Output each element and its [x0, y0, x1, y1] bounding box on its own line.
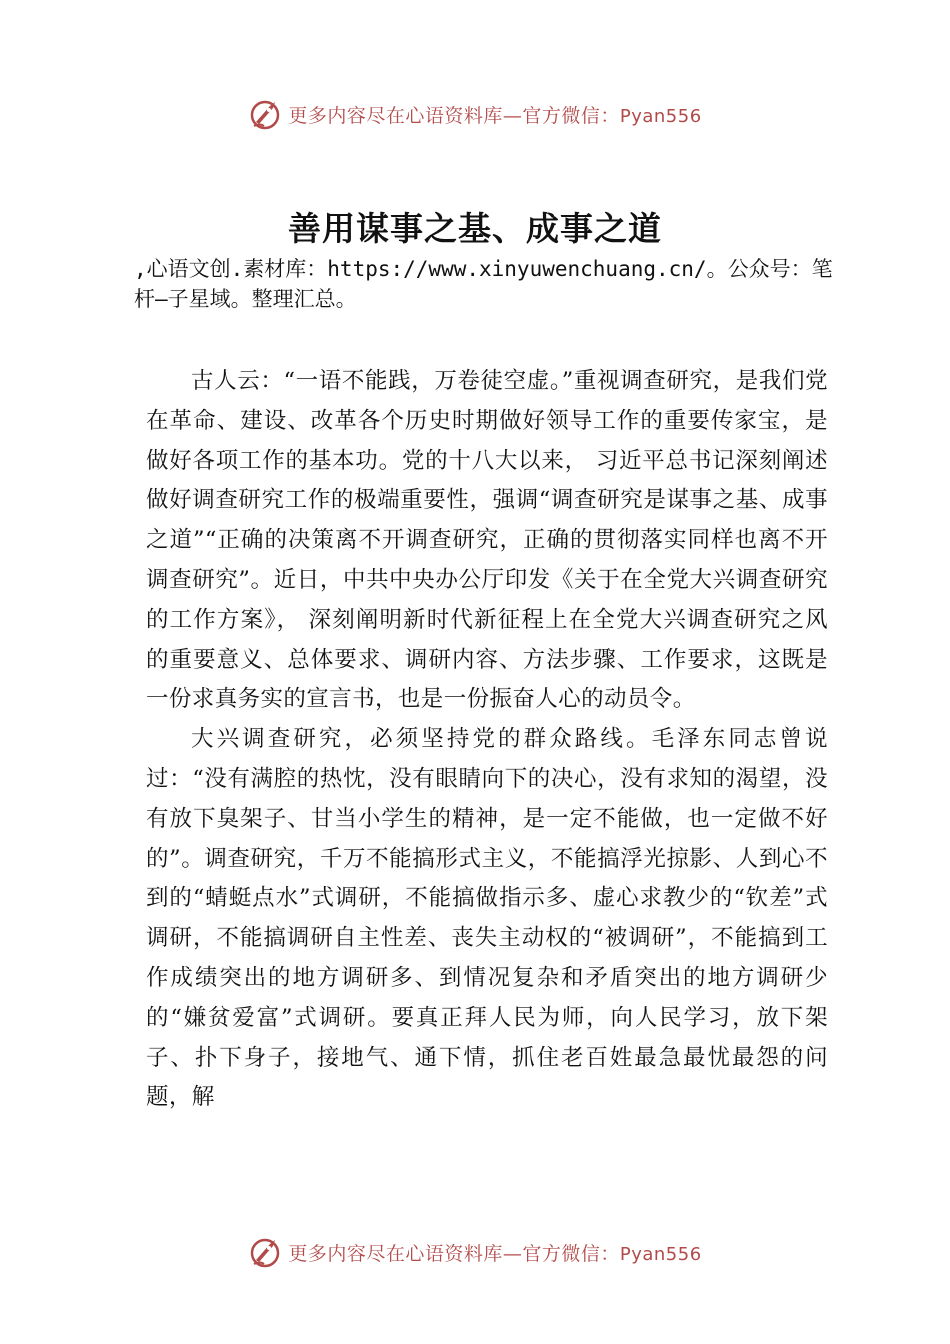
banner-text: 更多内容尽在心语资料库—官方微信：Pyan556 [288, 104, 702, 127]
document-body [146, 362, 828, 1118]
document-title: 善用谋事之基、成事之道 [288, 209, 662, 248]
pen-nib-logo-icon [248, 1234, 284, 1270]
banner-text: 更多内容尽在心语资料库—官方微信：Pyan556 [288, 1242, 702, 1265]
header-banner [0, 94, 950, 134]
paragraph: 古人云：“一语不能践，万卷徒空虚。”重视调查研究，是我们党在革命、建设、改革各个历史时期做好领导工作的重要传家宝，是做好各项工作的基本功。党的十八大以来， 习近平总书记深刻阐述做好调查研究工作的极端重要性，强调“调查研究是谋事之基、成事之道”“正确的决策离不开调查研究，正确的贯彻落实同样也离不开调查研究”。近日，中共中央办公厅印发《关于在全党大兴调查研究的工作方案》， 深刻阐明新时代新征程上在全党大兴调查研究之风的重要意义、总体要求、调研内容、方法步骤、工作要求，这既是一份求真务实的宣言书，也是一份振奋人心的动员令。 [146, 368, 828, 713]
source-line: ,心语文创.素材库：https://www.xinyuwenchuang.cn/。公众号：笔杆—子星域。整理汇总。 [134, 257, 833, 311]
wechat-id: Pyan556 [619, 1243, 702, 1265]
footer-banner [0, 1232, 950, 1272]
pen-nib-logo-icon [248, 96, 284, 132]
paragraph: 大兴调查研究，必须坚持党的群众路线。毛泽东同志曾说过：“没有满腔的热忱，没有眼睛向下的决心，没有求知的渴望，没有放下臭架子、甘当小学生的精神，是一定不能做，也一定做不好的”。调查研究，千万不能搞形式主义，不能搞浮光掠影、人到心不到的“蜻蜓点水”式调研，不能搞做指示多、虚心求教少的“钦差”式调研，不能搞调研自主性差、丧失主动权的“被调研”，不能搞到工作成绩突出的地方调研多、到情况复杂和矛盾突出的地方调研少的“嫌贫爱富”式调研。要真正拜人民为师，向人民学习，放下架子、扑下身子，接地气、通下情，抓住老百姓最急最忧最怨的问题，解 [146, 726, 828, 1111]
wechat-id: Pyan556 [619, 105, 702, 127]
